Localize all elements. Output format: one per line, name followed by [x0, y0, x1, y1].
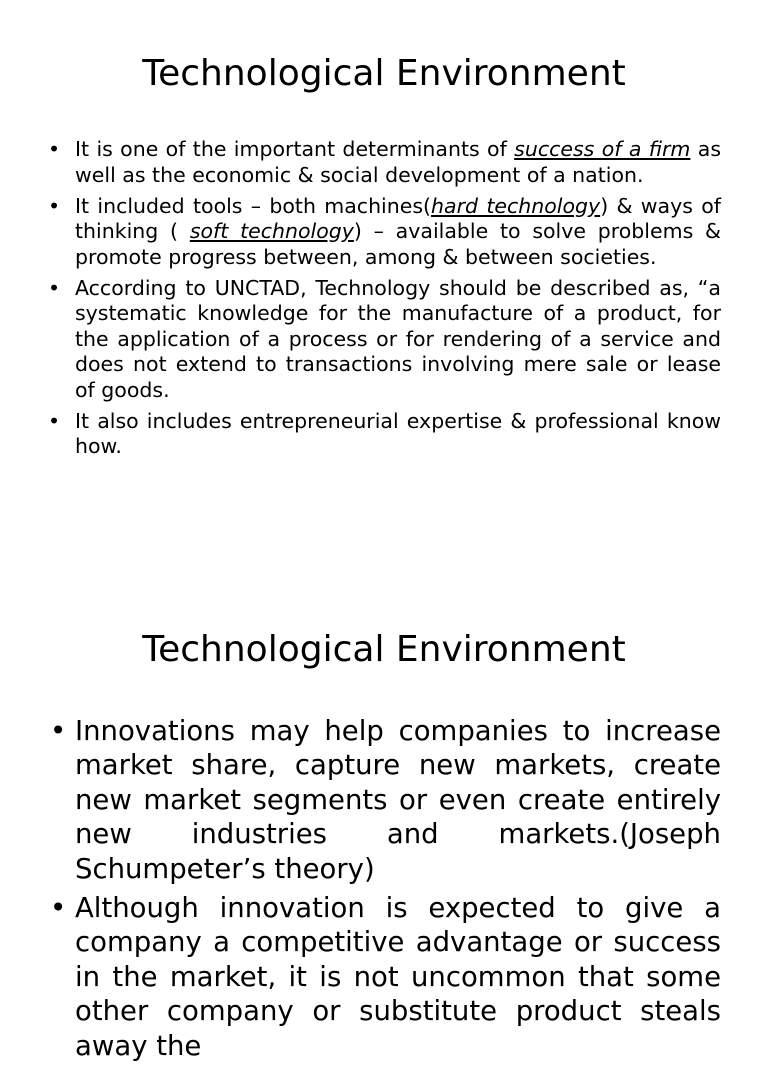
emphasized-phrase: success of a firm [514, 137, 691, 161]
bullet-text: ) & ways of thinking ( [75, 193, 722, 243]
bullet-text: It is one of the important determinants of [75, 137, 515, 161]
bullet-text: Although innovation is expected to give a company a competitive advantage or success in the market, it is not uncommon that some other company or substitute product steals away the [75, 892, 721, 1062]
bullet-item [48, 408, 721, 460]
bullet-item [50, 714, 721, 886]
bullet-list [48, 137, 722, 465]
slide-2 [0, 600, 768, 1062]
slide-title: Technological Environment [142, 629, 626, 670]
bullet-dot: • [48, 193, 61, 218]
bullet-item [48, 193, 722, 271]
bullet-dot: • [48, 137, 61, 161]
bullet-list [50, 714, 721, 1068]
bullet-text: According to UNCTAD, Technology should be described as, “a systematic knowledge for the manufacture of a product, for the application of a process or for rendering of a service and does not extend to transactions involving mere sale or lease of goods. [75, 275, 721, 402]
bullet-text: It included tools – both machines( [75, 193, 432, 218]
bullet-dot: • [48, 275, 61, 300]
bullet-text: Innovations may help companies to increase market share, capture new markets, create new market segments or even create entirely new industries and markets.(Joseph Schumpeter’s theory) [75, 715, 721, 885]
bullet-text: It also includes entrepreneurial expertise & professional know how. [75, 408, 721, 458]
emphasized-phrase: soft technology [189, 219, 354, 243]
bullet-dot: • [50, 715, 67, 747]
bullet-item [50, 891, 721, 1063]
bullet-item [48, 137, 722, 188]
slide-title: Technological Environment [142, 53, 626, 94]
bullet-dot: • [48, 408, 61, 433]
bullet-text: ) – available to solve problems & promote progress between, among & between societies. [75, 219, 722, 269]
bullet-item [48, 275, 721, 404]
emphasized-phrase: hard technology [431, 193, 601, 218]
bullet-text: as well as the economic & social development of a nation. [75, 137, 722, 187]
bullet-dot: • [50, 892, 67, 925]
